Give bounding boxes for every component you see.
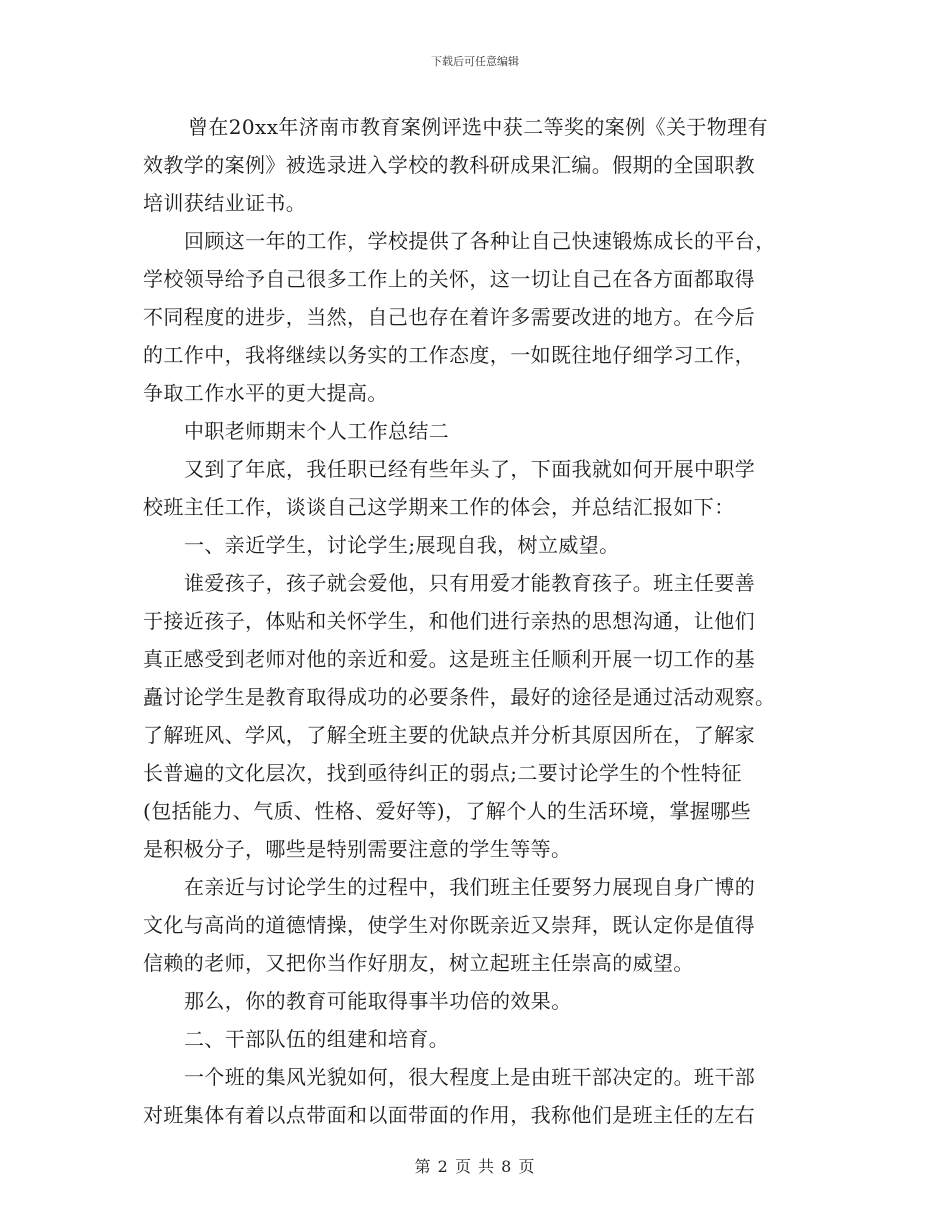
text-line: 那么，你的教育可能取得事半功倍的效果。 <box>184 989 572 1013</box>
text-line: 校班主任工作，谈谈自己这学期来工作的体会，并总结汇报如下： <box>143 495 735 519</box>
text-line: 曾在20xx年济南市教育案例评选中获二等奖的案例《关于物理有 <box>188 115 769 139</box>
section-title: 中职老师期末个人工作总结二 <box>184 419 450 443</box>
text-line: 一个班的集风光貌如何，很大程度上是由班干部决定的。班干部 <box>184 1065 756 1089</box>
document-body <box>143 108 808 1134</box>
text-line: 于接近孩子，体贴和关怀学生，和他们进行亲热的思想沟通，让他们 <box>143 609 755 633</box>
text-line: 不同程度的进步，当然，自己也存在着许多需要改进的地方。在今后 <box>143 305 755 329</box>
text-line: 信赖的老师，又把你当作好朋友，树立起班主任崇高的威望。 <box>143 951 694 975</box>
text-line: 又到了年底，我任职已经有些年头了，下面我就如何开展中职学 <box>184 457 756 481</box>
text-line: 谁爱孩子，孩子就会爱他，只有用爱才能教育孩子。班主任要善 <box>184 571 756 595</box>
text-line: 文化与高尚的道德情操，使学生对你既亲近又崇拜，既认定你是值得 <box>143 913 755 937</box>
text-line: 矗讨论学生是教育取得成功的必要条件，最好的途径是通过活动观察。 <box>143 685 776 709</box>
section-heading: 一、亲近学生，讨论学生;展现自我，树立威望。 <box>184 533 620 557</box>
text-line: 真正感受到老师对他的亲近和爱。这是班主任顺利开展一切工作的基 <box>143 647 755 671</box>
text-line: 在亲近与讨论学生的过程中，我们班主任要努力展现自身广博的 <box>184 875 756 899</box>
text-line: 培训获结业证书。 <box>143 191 307 215</box>
text-line: 的工作中，我将继续以务实的工作态度，一如既往地仔细学习工作， <box>143 343 755 367</box>
text-line: 是积极分子，哪些是特别需要注意的学生等等。 <box>143 837 572 861</box>
page-header: 下载后可任意编辑 <box>431 55 519 68</box>
text-line: 效教学的案例》被选录进入学校的教科研成果汇编。假期的全国职教 <box>143 153 755 177</box>
page-number: 第 2 页 共 8 页 <box>414 1157 536 1176</box>
text-line: 回顾这一年的工作，学校提供了各种让自己快速锻炼成长的平台， <box>184 229 776 253</box>
text-line: 长普遍的文化层次，找到亟待纠正的弱点;二要讨论学生的个性特征 <box>143 761 742 785</box>
section-heading: 二、干部队伍的组建和培育。 <box>184 1027 450 1051</box>
text-line: 争取工作水平的更大提高。 <box>143 381 388 405</box>
text-line: 对班集体有着以点带面和以面带面的作用，我称他们是班主任的左右 <box>143 1103 755 1127</box>
text-line: 学校领导给予自己很多工作上的关怀，这一切让自己在各方面都取得 <box>143 267 755 291</box>
text-line: 了解班风、学风，了解全班主要的优缺点并分析其原因所在，了解家 <box>143 723 755 747</box>
text-line: (包括能力、气质、性格、爱好等)，了解个人的生活环境，掌握哪些 <box>143 799 752 823</box>
